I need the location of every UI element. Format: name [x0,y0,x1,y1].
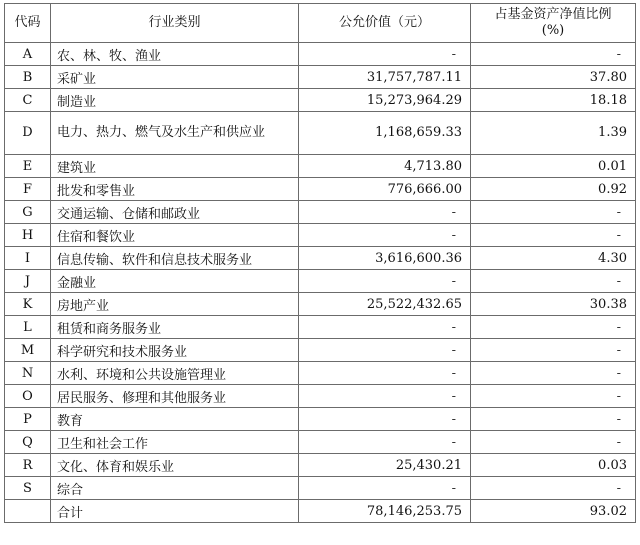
cell-ratio: 30.38 [471,293,636,316]
cell-ratio: - [471,431,636,454]
cell-code: C [5,89,51,112]
cell-ratio: - [471,316,636,339]
table-row [5,293,636,316]
cell-code: A [5,43,51,66]
table-row [5,43,636,66]
cell-industry: 卫生和社会工作 [51,431,299,454]
table-row [5,89,636,112]
cell-code: R [5,454,51,477]
cell-value: - [299,43,471,66]
cell-value: - [299,477,471,500]
cell-code: F [5,178,51,201]
cell-industry: 信息传输、软件和信息技术服务业 [51,247,299,270]
cell-industry: 采矿业 [51,66,299,89]
cell-code: G [5,201,51,224]
cell-code: Q [5,431,51,454]
cell-industry: 交通运输、仓储和邮政业 [51,201,299,224]
header-ratio-unit: (%) [541,23,565,38]
cell-ratio: 37.80 [471,66,636,89]
cell-code: P [5,408,51,431]
cell-industry: 教育 [51,408,299,431]
cell-value: 1,168,659.33 [299,112,471,155]
cell-industry: 租赁和商务服务业 [51,316,299,339]
cell-industry: 居民服务、修理和其他服务业 [51,385,299,408]
cell-code: D [5,112,51,155]
cell-code: M [5,339,51,362]
cell-value: 25,522,432.65 [299,293,471,316]
table-row [5,362,636,385]
cell-industry: 农、林、牧、渔业 [51,43,299,66]
industry-allocation-table [4,3,636,523]
cell-ratio: - [471,43,636,66]
table-row [5,201,636,224]
cell-value: 3,616,600.36 [299,247,471,270]
header-ratio [471,4,636,43]
table-row [5,339,636,362]
header-code: 代码 [5,4,51,43]
header-ratio-label: 占基金资产净值比例 [494,7,612,22]
table-row [5,454,636,477]
table-row [5,431,636,454]
cell-value: - [299,408,471,431]
table-row [5,408,636,431]
cell-ratio: - [471,408,636,431]
cell-ratio: - [471,339,636,362]
table-row [5,316,636,339]
cell-code: L [5,316,51,339]
cell-ratio: - [471,385,636,408]
cell-ratio: - [471,224,636,247]
cell-value: 25,430.21 [299,454,471,477]
table-row [5,477,636,500]
cell-value: 4,713.80 [299,155,471,178]
cell-ratio: 0.92 [471,178,636,201]
cell-ratio: 1.39 [471,112,636,155]
cell-industry: 水利、环境和公共设施管理业 [51,362,299,385]
cell-value: 776,666.00 [299,178,471,201]
cell-ratio: 18.18 [471,89,636,112]
table-row [5,112,636,155]
cell-value: - [299,316,471,339]
total-code [5,500,51,523]
cell-code: I [5,247,51,270]
table-row [5,66,636,89]
cell-industry: 房地产业 [51,293,299,316]
cell-value: - [299,224,471,247]
cell-value: - [299,201,471,224]
table-row [5,270,636,293]
cell-industry: 住宿和餐饮业 [51,224,299,247]
cell-industry: 建筑业 [51,155,299,178]
cell-code: N [5,362,51,385]
cell-industry: 金融业 [51,270,299,293]
cell-ratio: - [471,362,636,385]
cell-industry: 综合 [51,477,299,500]
header-industry: 行业类别 [51,4,299,43]
cell-ratio: - [471,270,636,293]
table-row [5,155,636,178]
cell-code: O [5,385,51,408]
cell-code: E [5,155,51,178]
cell-code: B [5,66,51,89]
cell-code: J [5,270,51,293]
total-ratio: 93.02 [471,500,636,523]
cell-ratio: - [471,201,636,224]
table-row [5,247,636,270]
cell-value: 31,757,787.11 [299,66,471,89]
cell-value: - [299,270,471,293]
table-row [5,385,636,408]
cell-ratio: 4.30 [471,247,636,270]
table-row [5,178,636,201]
table-total-row [5,500,636,523]
cell-value: - [299,431,471,454]
cell-industry: 电力、热力、燃气及水生产和供应业 [51,112,299,155]
cell-ratio: - [471,477,636,500]
total-value: 78,146,253.75 [299,500,471,523]
header-value: 公允价值（元） [299,4,471,43]
total-label: 合计 [51,500,299,523]
cell-ratio: 0.03 [471,454,636,477]
cell-value: 15,273,964.29 [299,89,471,112]
cell-code: K [5,293,51,316]
cell-value: - [299,339,471,362]
cell-code: S [5,477,51,500]
table-body [5,43,636,523]
table-header-row [5,4,636,43]
cell-industry: 批发和零售业 [51,178,299,201]
cell-industry: 科学研究和技术服务业 [51,339,299,362]
cell-industry: 文化、体育和娱乐业 [51,454,299,477]
cell-ratio: 0.01 [471,155,636,178]
table-row [5,224,636,247]
cell-industry: 制造业 [51,89,299,112]
cell-code: H [5,224,51,247]
cell-value: - [299,362,471,385]
cell-value: - [299,385,471,408]
